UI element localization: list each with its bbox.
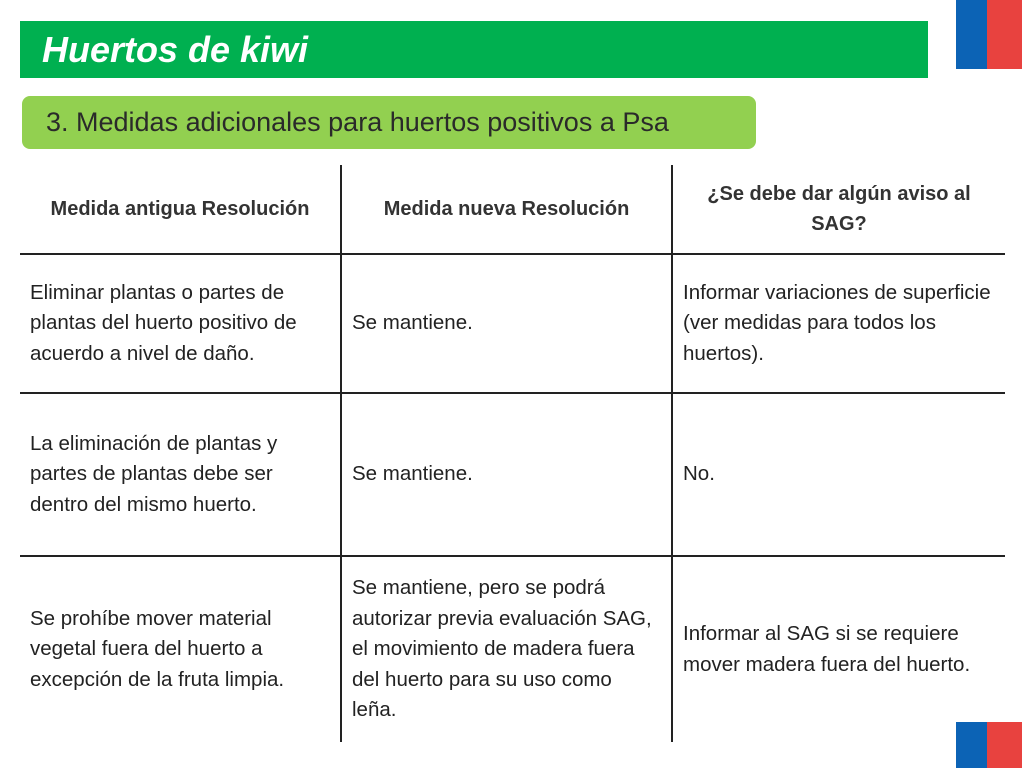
subtitle-box [22, 96, 756, 149]
table-cell: Se mantiene, pero se podrá autorizar previa evaluación SAG, el movimiento de madera fuera del huerto para su uso como leña. [352, 576, 652, 722]
subtitle: 3. Medidas adicionales para huertos positivos a Psa [46, 107, 669, 137]
table-cell: Informar variaciones de superficie (ver medidas para todos los huertos). [683, 280, 991, 365]
measures-table [20, 165, 1005, 742]
table-header-cell: ¿Se debe dar algún aviso al SAG? [707, 183, 971, 235]
page-title: Huertos de kiwi [42, 29, 309, 70]
flag-red-stripe [987, 0, 1022, 69]
table-header-cell: Medida antigua Resolución [50, 198, 310, 220]
flag-blue-stripe [956, 0, 987, 69]
table-cell: Informar al SAG si se requiere mover madera fuera del huerto. [683, 622, 971, 676]
flag-decoration-top [956, 0, 1022, 69]
table-cell: Eliminar plantas o partes de plantas del huerto positivo de acuerdo a nivel de daño. [30, 280, 297, 365]
table-cell: No. [683, 462, 715, 486]
table-cell: Se mantiene. [352, 462, 473, 486]
table-cell: Se mantiene. [352, 311, 473, 335]
table-header-cell: Medida nueva Resolución [383, 198, 630, 220]
title-bar [20, 21, 928, 78]
table-cell: La eliminación de plantas y partes de plantas debe ser dentro del mismo huerto. [30, 431, 278, 516]
table-cell: Se prohíbe mover material vegetal fuera del huerto a excepción de la fruta limpia. [30, 606, 285, 691]
